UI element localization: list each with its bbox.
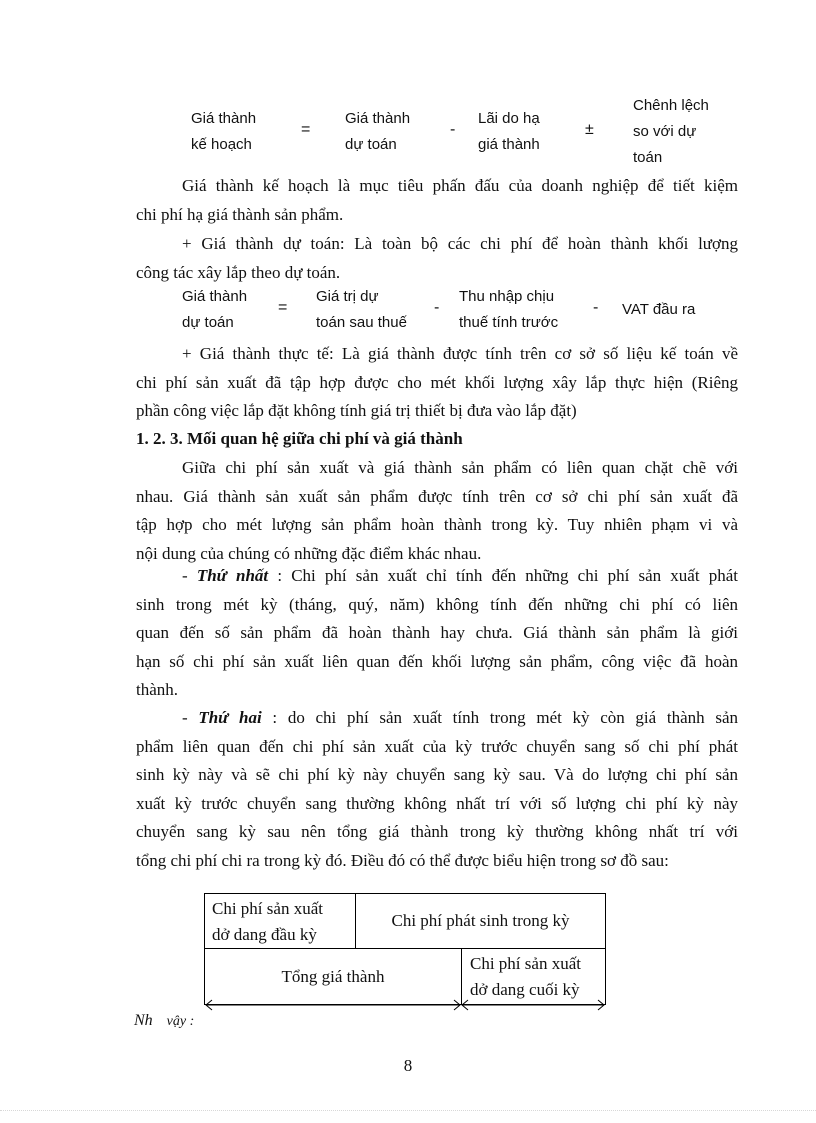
page-bottom-border bbox=[0, 1110, 816, 1111]
diagram-total-cost: Tổng giá thành bbox=[204, 948, 462, 1005]
diagram-closing-wip: Chi phí sản xuất dở dang cuối kỳ bbox=[461, 948, 606, 1005]
page-number: 8 bbox=[403, 1056, 413, 1075]
formula2-minus2: - bbox=[593, 299, 599, 316]
diagram-opening-wip: Chi phí sản xuất dở dang đầu kỳ bbox=[204, 893, 356, 949]
formula1-term3: Chênh lệch so với dự toán bbox=[633, 97, 709, 166]
section-heading: 1. 2. 3. Mối quan hệ giữa chi phí và giá thành bbox=[136, 429, 463, 448]
formula1-minus: - bbox=[450, 121, 456, 138]
paragraph-second-point: - Thứ hai : do chi phí sản xuất tính trong mét kỳ còn giá thành sản phẩm liên quan đến chi phí sản xuất của kỳ trước chuyển sang số chi phí phát sinh kỳ này và sẽ chi phí kỳ này chuyển sang kỳ sau. Và do lượng chi phí sản xuất kỳ trước chuyển sang thường không nhất trí với số lượng chi phí kỳ này chuyển sang kỳ sau nên tổng giá thành trong kỳ thường không nhất trí với tổng chi phí chi ra trong kỳ đó. Điều đó có thể được biểu hiện trong sơ đồ sau: bbox=[136, 708, 738, 870]
formula1-lhs: Giá thành kế hoạch bbox=[191, 110, 257, 153]
second-point-label: Thứ hai bbox=[198, 708, 262, 727]
paragraph-estimated-cost: + Giá thành dự toán: Là toàn bộ các chi phí để hoàn thành khối lượng công tác xây lắp theo dự toán. bbox=[136, 234, 738, 282]
formula2-term1: Giá trị dự toán sau thuế bbox=[316, 288, 407, 331]
cost-diagram bbox=[204, 893, 606, 1005]
formula1-term2: Lãi do hạ giá thành bbox=[478, 110, 540, 153]
formula2-term3: VAT đầu ra bbox=[622, 301, 696, 318]
diagram-arrow-icon bbox=[204, 997, 606, 1011]
formula1-plusminus: ± bbox=[585, 121, 594, 138]
formula2-equals: = bbox=[278, 299, 288, 316]
paragraph-actual-cost: + Giá thành thực tế: Là giá thành được tính trên cơ sở số liệu kế toán về chi phí sản xuất đã tập hợp được cho mét khối lượng xây lắp thực hiện (Riêng phần công việc lắp đặt không tính giá trị thiết bị đưa vào lắp đặt) bbox=[136, 344, 738, 420]
paragraph-relationship: Giữa chi phí sản xuất và giá thành sản phẩm có liên quan chặt chẽ với nhau. Giá thành sản xuất sản phẩm được tính trên cơ sở chi phí sản xuất đã tập hợp cho mét lượng sản phẩm hoàn thành trong kỳ. Tuy nhiên phạm vi và nội dung của chúng có những đặc điểm khác nhau. bbox=[136, 458, 738, 563]
formula2-minus1: - bbox=[434, 299, 440, 316]
paragraph-first-point: - Thứ nhất : Chi phí sản xuất chỉ tính đến những chi phí sản xuất phát sinh trong mét kỳ (tháng, quý, năm) không tính đến những chi phí có liên quan đến số sản phẩm đã hoàn thành hay chưa. Giá thành sản phẩm là giới hạn số chi phí sản xuất liên quan đến khối lượng sản phẩm, công việc đã hoàn thành. bbox=[136, 566, 739, 699]
first-point-label: Thứ nhất bbox=[196, 566, 269, 585]
footer-fragment: Nh vậy : bbox=[134, 1012, 195, 1029]
formula2-term2: Thu nhập chịu thuế tính trước bbox=[459, 288, 559, 331]
formula2-lhs: Giá thành dự toán bbox=[182, 288, 248, 331]
formula1-equals: = bbox=[301, 121, 311, 138]
diagram-period-costs: Chi phí phát sinh trong kỳ bbox=[355, 893, 606, 949]
paragraph-plan-cost: Giá thành kế hoạch là mục tiêu phấn đấu của doanh nghiệp để tiết kiệm chi phí hạ giá thành sản phẩm. bbox=[136, 176, 738, 224]
formula1-term1: Giá thành dự toán bbox=[345, 110, 411, 153]
